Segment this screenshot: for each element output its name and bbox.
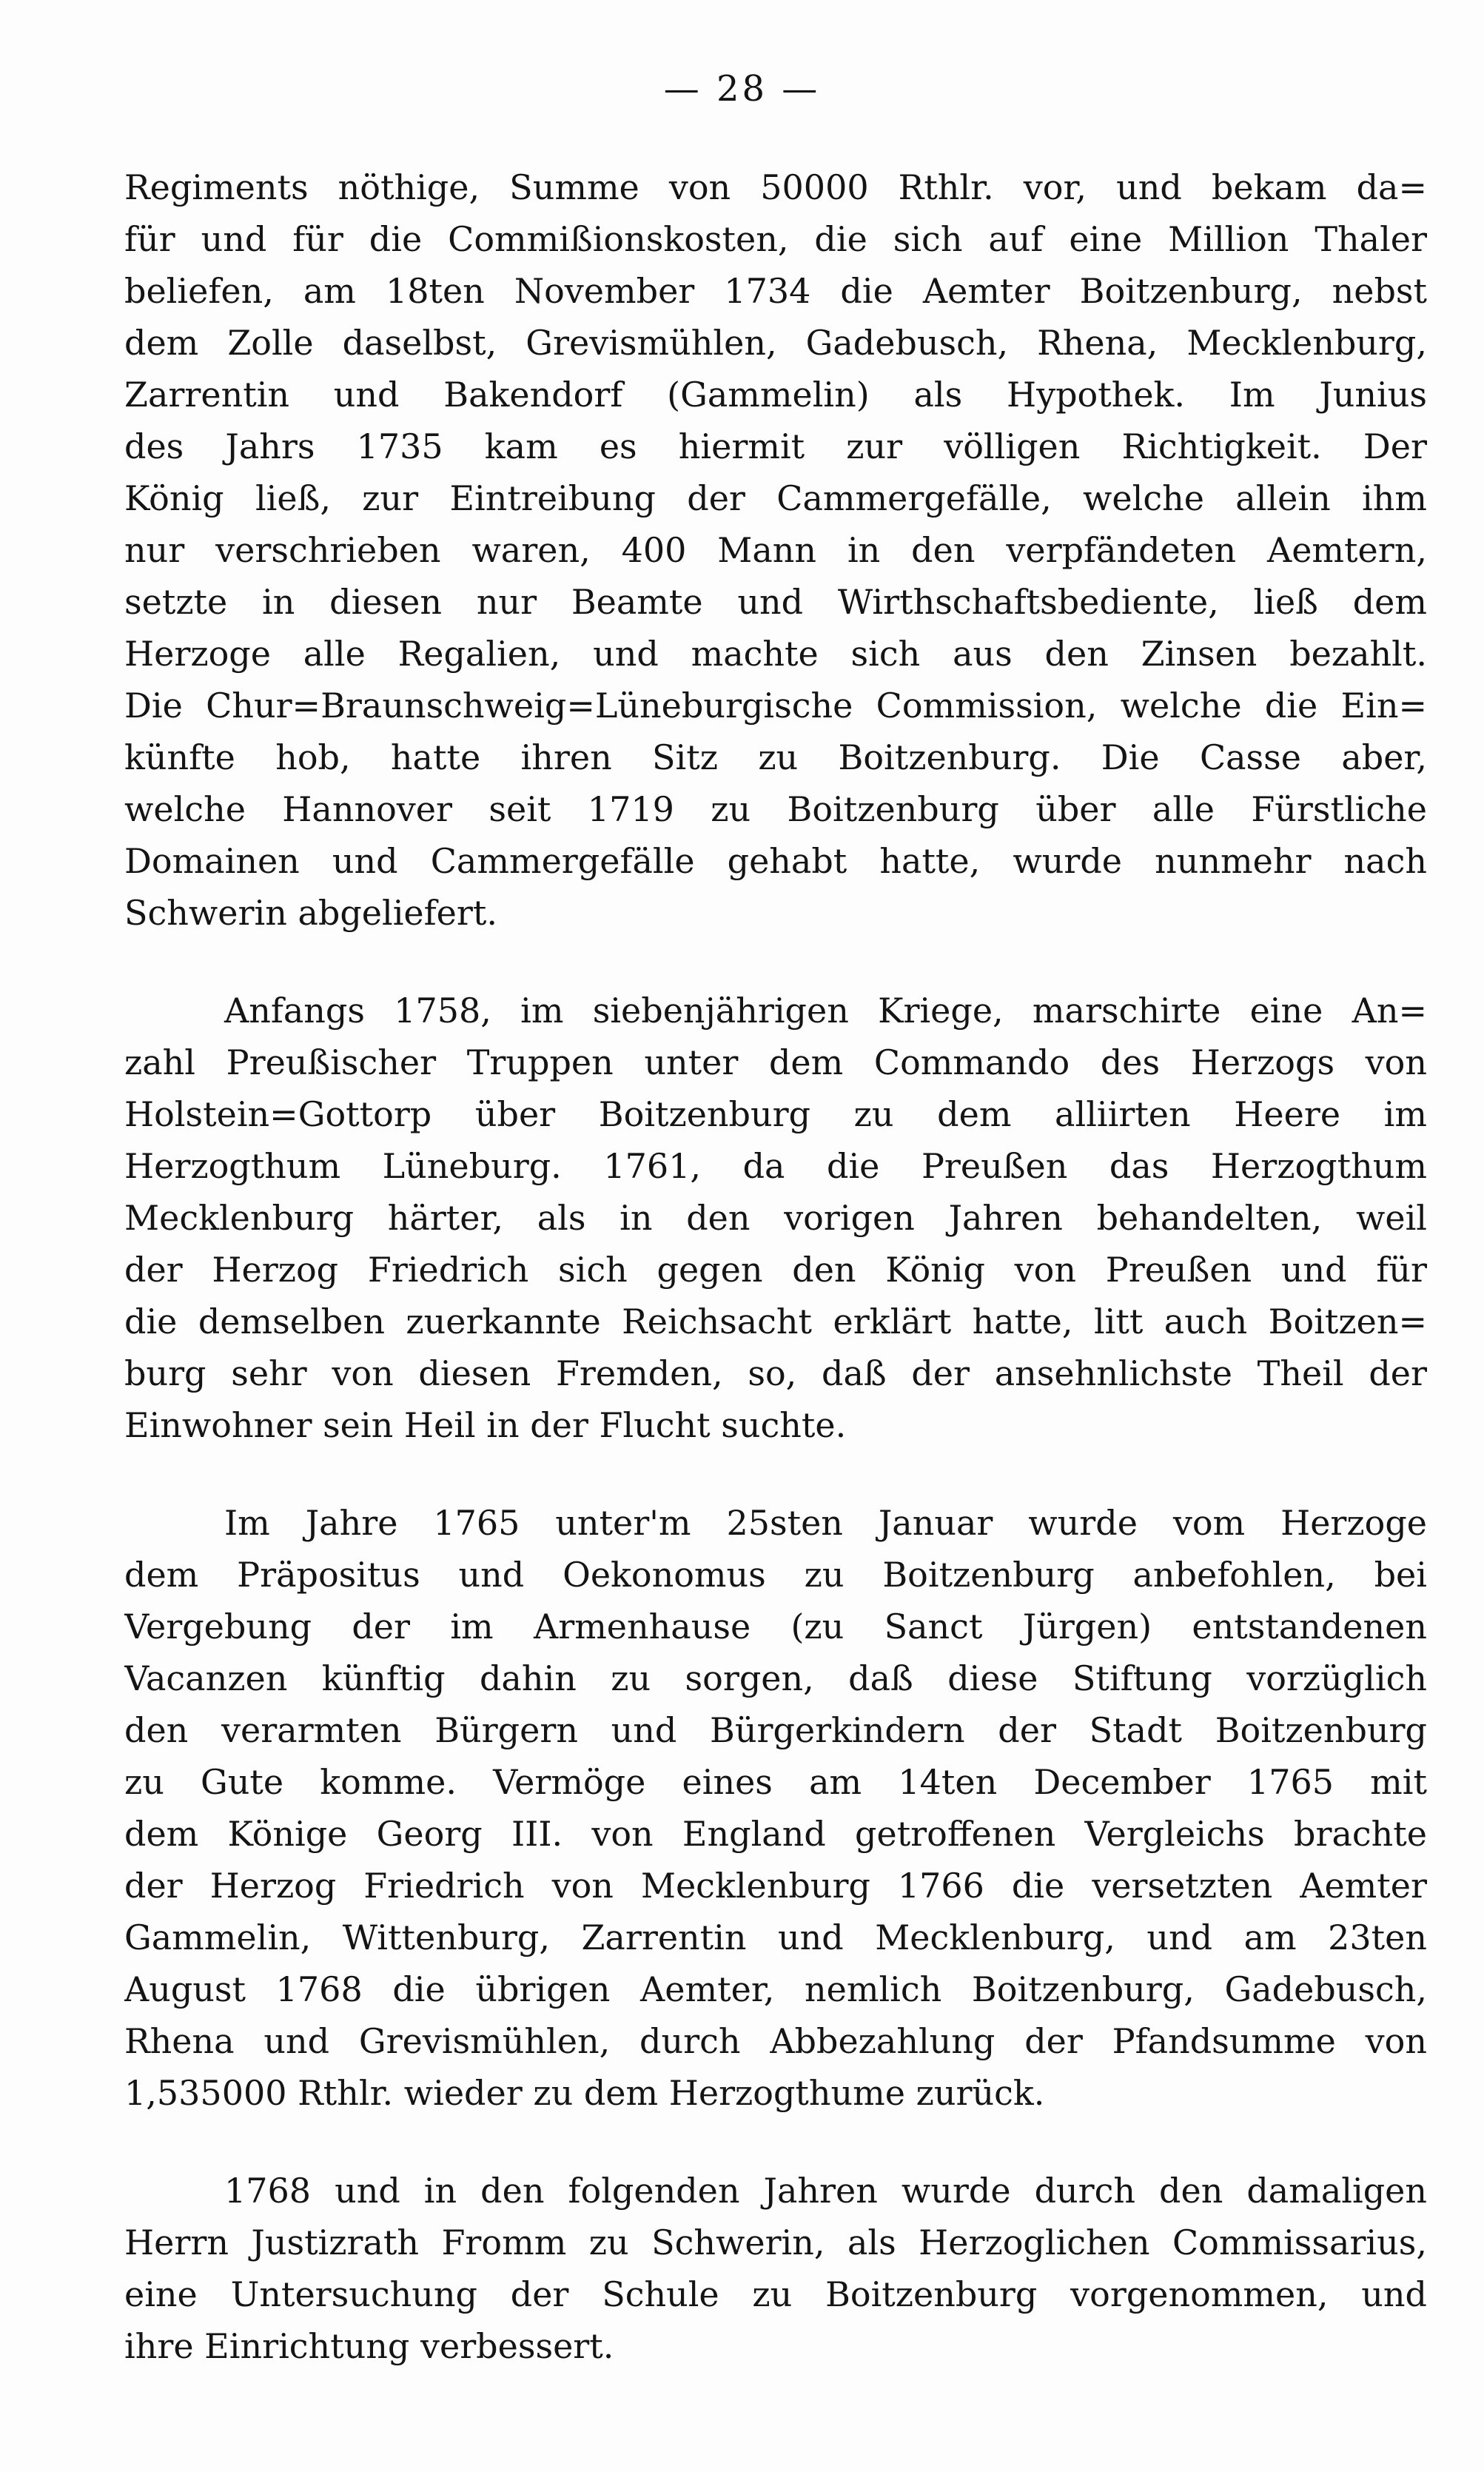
- text-line: den verarmten Bürgern und Bürgerkindern der Stadt Boitzenburg: [124, 1710, 1427, 1750]
- page-number: — 28 —: [663, 68, 821, 110]
- text-line: Zarrentin und Bakendorf (Gammelin) als Hypothek. Im Junius: [124, 375, 1427, 415]
- text-line: des Jahrs 1735 kam es hiermit zur völligen Richtigkeit. Der: [124, 426, 1427, 466]
- text-line: Gammelin, Wittenburg, Zarrentin und Mecklenburg, und am 23ten: [124, 1917, 1427, 1957]
- text-line: ihre Einrichtung verbessert.: [124, 2326, 614, 2366]
- text-line: Mecklenburg härter, als in den vorigen Jahren behandelten, weil: [124, 1198, 1427, 1238]
- text-line: burg sehr von diesen Fremden, so, daß der ansehnlichste Theil der: [124, 1353, 1427, 1393]
- text-line: Im Jahre 1765 unter'm 25sten Januar wurde vom Herzoge: [224, 1503, 1427, 1543]
- text-line: der Herzog Friedrich sich gegen den König von Preußen und für: [124, 1250, 1427, 1290]
- text-line: 1768 und in den folgenden Jahren wurde durch den damaligen: [224, 2171, 1427, 2211]
- text-line: zu Gute komme. Vermöge eines am 14ten December 1765 mit: [124, 1762, 1427, 1802]
- text-line: künfte hob, hatte ihren Sitz zu Boitzenburg. Die Casse aber,: [124, 737, 1427, 777]
- paragraph-4: [124, 2165, 1427, 2372]
- text-line: dem Präpositus und Oekonomus zu Boitzenburg anbefohlen, bei: [124, 1555, 1427, 1595]
- text-line: Herzoge alle Regalien, und machte sich aus den Zinsen bezahlt.: [124, 634, 1427, 674]
- text-line: Anfangs 1758, im siebenjährigen Kriege, marschirte eine An=: [224, 991, 1427, 1031]
- text-line: die demselben zuerkannte Reichsacht erklärt hatte, litt auch Boitzen=: [124, 1302, 1427, 1341]
- paragraph-spacing: [124, 1451, 1427, 1497]
- text-line: beliefen, am 18ten November 1734 die Aemter Boitzenburg, nebst: [124, 271, 1427, 311]
- text-line: Die Chur=Braunschweig=Lüneburgische Commission, welche die Ein=: [124, 686, 1427, 726]
- text-line: Rhena und Grevismühlen, durch Abbezahlung der Pfandsumme von: [124, 2021, 1427, 2061]
- text-line: Einwohner sein Heil in der Flucht suchte.: [124, 1405, 847, 1445]
- paragraph-1: [124, 161, 1427, 939]
- text-line: Schwerin abgeliefert.: [124, 893, 497, 933]
- text-line: August 1768 die übrigen Aemter, nemlich Boitzenburg, Gadebusch,: [124, 1969, 1427, 2009]
- text-line: Vacanzen künftig dahin zu sorgen, daß diese Stiftung vorzüglich: [124, 1658, 1427, 1698]
- paragraph-spacing: [124, 2119, 1427, 2165]
- text-line: zahl Preußischer Truppen unter dem Commando des Herzogs von: [124, 1042, 1427, 1082]
- text-line: Domainen und Cammergefälle gehabt hatte, wurde nunmehr nach: [124, 841, 1427, 881]
- text-line: nur verschrieben waren, 400 Mann in den verpfändeten Aemtern,: [124, 530, 1427, 570]
- body-text: [124, 161, 1427, 2372]
- text-line: Herrn Justizrath Fromm zu Schwerin, als Herzoglichen Commissarius,: [124, 2223, 1427, 2262]
- text-line: dem Zolle daselbst, Grevismühlen, Gadebusch, Rhena, Mecklenburg,: [124, 323, 1427, 363]
- text-line: Herzogthum Lüneburg. 1761, da die Preußen das Herzogthum: [124, 1146, 1427, 1186]
- text-line: eine Untersuchung der Schule zu Boitzenburg vorgenommen, und: [124, 2274, 1427, 2314]
- text-line: 1,535000 Rthlr. wieder zu dem Herzogthume zurück.: [124, 2073, 1045, 2113]
- text-line: setzte in diesen nur Beamte und Wirthschaftsbediente, ließ dem: [124, 582, 1427, 622]
- text-line: König ließ, zur Eintreibung der Cammergefälle, welche allein ihm: [124, 478, 1427, 518]
- text-line: dem Könige Georg III. von England getroffenen Vergleichs brachte: [124, 1814, 1427, 1854]
- text-line: Regiments nöthige, Summe von 50000 Rthlr. vor, und bekam da=: [124, 167, 1427, 207]
- paragraph-spacing: [124, 939, 1427, 985]
- text-line: Holstein=Gottorp über Boitzenburg zu dem alliirten Heere im: [124, 1094, 1427, 1134]
- paragraph-2: [124, 985, 1427, 1451]
- text-line: welche Hannover seit 1719 zu Boitzenburg über alle Fürstliche: [124, 789, 1427, 829]
- text-line: Vergebung der im Armenhause (zu Sanct Jürgen) entstandenen: [124, 1607, 1427, 1647]
- text-line: für und für die Commißionskosten, die sich auf eine Million Thaler: [124, 219, 1427, 259]
- paragraph-3: [124, 1497, 1427, 2119]
- text-line: der Herzog Friedrich von Mecklenburg 1766 die versetzten Aemter: [124, 1866, 1427, 1906]
